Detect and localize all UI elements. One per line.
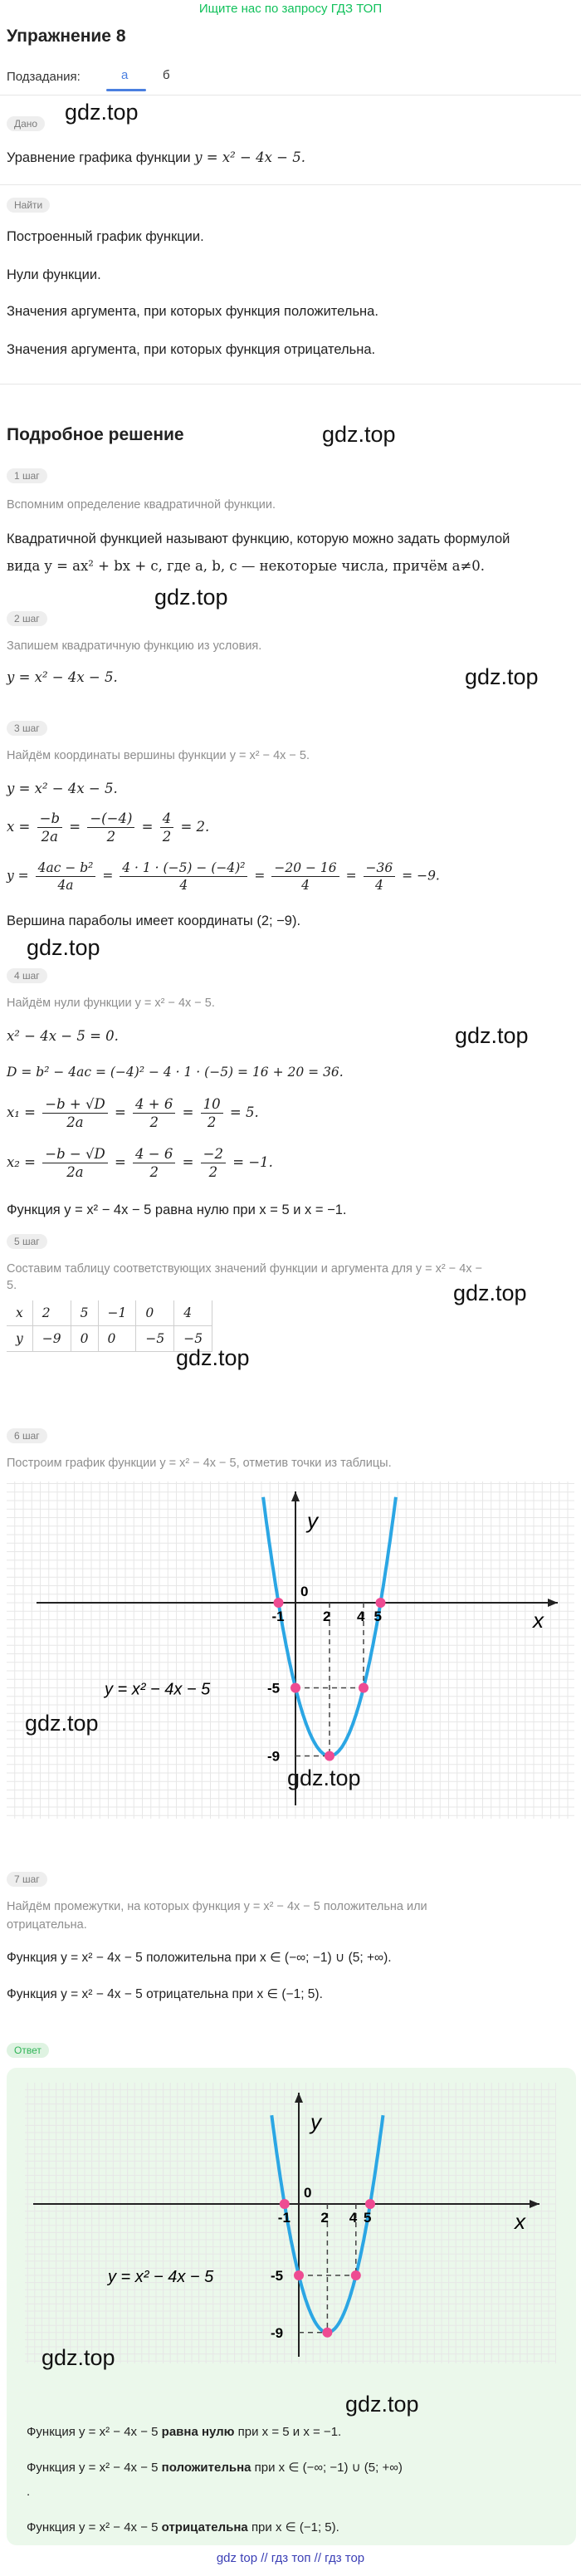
x-tick-label: 4 <box>357 1609 365 1624</box>
answer-parabola-graph <box>25 2083 556 2363</box>
tab-b[interactable]: б <box>163 68 170 82</box>
step-hint: отрицательна. <box>7 1918 87 1932</box>
table-cell: −9 <box>32 1326 71 1352</box>
positive-interval-text: Функция y = x² − 4x − 5 положительна при x ∈ (−∞; −1) ∪ (5; +∞). <box>7 1951 392 1965</box>
footer-links[interactable]: gdz top // гдз топ // гдз тор <box>216 2551 365 2565</box>
graph-point <box>280 2199 290 2209</box>
given-badge: Дано <box>7 116 45 131</box>
watermark: gdz.top <box>345 2392 419 2417</box>
step-hint: Вспомним определение квадратичной функции. <box>7 498 276 512</box>
table-cell: 0 <box>98 1326 136 1352</box>
answer-positive: Функция y = x² − 4x − 5 положительна при x ∈ (−∞; −1) ∪ (5; +∞) <box>27 2461 403 2475</box>
table-cell: 0 <box>71 1326 98 1352</box>
y-tick-label: -9 <box>267 1748 281 1765</box>
watermark: gdz.top <box>176 1345 250 1370</box>
vertex-y-formula: y = $\frac{\text{4ac − b²}}{4a}$ = $\frac{\text{4 · 1 · (−5) − (−4)²}}{4}$ = $\frac{-20 - 16}{4}$ = $\frac{-36}{4}$ = −9. <box>7 860 440 893</box>
watermark: gdz.top <box>27 935 100 960</box>
watermark: gdz.top <box>453 1281 527 1305</box>
answer-badge: Ответ <box>7 2043 49 2058</box>
x-tick-label: 2 <box>323 1609 331 1624</box>
search-hint-link[interactable]: Ищите нас по запросу ГДЗ ТОП <box>198 2 383 16</box>
graph-point <box>294 2270 304 2280</box>
watermark: gdz.top <box>287 1765 361 1790</box>
step-text: вида y = ax² + bx + c, где a, b, c — некоторые числа, причём a≠0. <box>7 558 486 574</box>
y-axis-arrow <box>295 2093 303 2103</box>
table-cell: 0 <box>136 1300 174 1326</box>
find-item: Значения аргумента, при которых функция отрицательна. <box>7 342 376 357</box>
root-x1-formula: x₁ = $\frac{-b + √D}{2a}$ = $\frac{4 + 6}{2}$ = $\frac{10}{2}$ = 5. <box>7 1096 259 1130</box>
find-badge: Найти <box>7 198 50 213</box>
values-table <box>7 1300 212 1352</box>
x-tick-label: 4 <box>349 2210 358 2226</box>
graph-point <box>290 1683 300 1693</box>
step-hint: Запишем квадратичную функцию из условия. <box>7 639 262 653</box>
table-cell: 5 <box>71 1300 98 1326</box>
step-badge: 7 шаг <box>7 1872 47 1887</box>
answer-zeros: Функция y = x² − 4x − 5 равна нулю при x = 5 и x = −1. <box>27 2425 342 2439</box>
graph-point <box>322 2328 332 2338</box>
y-tick-label: -5 <box>271 2268 284 2284</box>
step-formula: y = x² − 4x − 5. <box>7 669 118 685</box>
graph-point <box>376 1598 386 1608</box>
x-axis-label: x <box>533 1608 544 1633</box>
table-cell: −1 <box>98 1300 136 1326</box>
y-axis-arrow <box>291 1491 300 1501</box>
divider <box>0 184 581 185</box>
discriminant-formula: D = b² − 4ac = (−4)² − 4 · 1 · (−5) = 16 + 20 = 36. <box>7 1065 344 1080</box>
y-axis-label: y <box>310 2109 321 2134</box>
y-axis-label: y <box>307 1508 318 1533</box>
x-tick-label: -1 <box>271 1609 285 1624</box>
x-tick-label: 0 <box>304 2185 312 2201</box>
root-x2-formula: x₂ = $\frac{-b - √D}{2a}$ = $\frac{4 - 6}{2}$ = $\frac{-2}{2}$ = −1. <box>7 1146 273 1180</box>
step-hint: Найдём координаты вершины функции y = x² − 4x − 5. <box>7 749 310 762</box>
table-cell: −5 <box>174 1326 212 1352</box>
vertex-text: Вершина параболы имеет координаты (2; −9). <box>7 913 301 928</box>
watermark: gdz.top <box>154 585 228 610</box>
find-item: Построенный график функции. <box>7 229 204 244</box>
step-badge: 1 шаг <box>7 468 47 483</box>
negative-interval-text: Функция y = x² − 4x − 5 отрицательна при x ∈ (−1; 5). <box>7 1987 323 2001</box>
given-text: Уравнение графика функции y = x² − 4x − 5. <box>7 149 305 165</box>
y-tick-label: -5 <box>267 1680 281 1697</box>
table-cell: x <box>7 1300 32 1326</box>
graph-point <box>325 1751 334 1761</box>
x-tick-label: -1 <box>277 2210 290 2226</box>
graph-point <box>365 2199 375 2209</box>
subtasks-label: Подзадания: <box>7 70 81 84</box>
exercise-title: Упражнение 8 <box>7 27 126 46</box>
table-cell: −5 <box>136 1326 174 1352</box>
graph-point <box>274 1598 284 1608</box>
tab-active-indicator <box>106 89 146 91</box>
x-tick-label: 2 <box>320 2210 329 2226</box>
table-row <box>7 1300 212 1326</box>
step-formula: y = x² − 4x − 5. <box>7 781 118 796</box>
graph-point <box>359 1683 369 1693</box>
x-axis-arrow <box>548 1599 558 1607</box>
vertex-x-formula: x = $\frac{-b}{2a}$ = $\frac{-(-4)}{2}$ = $\frac{4}{2}$ = 2. <box>7 811 210 845</box>
graph-point <box>351 2270 361 2280</box>
step-badge: 2 шаг <box>7 611 47 626</box>
find-item: Нули функции. <box>7 267 101 282</box>
watermark: gdz.top <box>25 1711 99 1736</box>
answer-negative: Функция y = x² − 4x − 5 отрицательна при x ∈ (−1; 5). <box>27 2520 339 2534</box>
find-item: Значения аргумента, при которых функция положительна. <box>7 304 378 319</box>
solution-title: Подробное решение <box>7 425 184 444</box>
tab-a[interactable]: а <box>121 68 129 82</box>
watermark: gdz.top <box>42 2345 115 2370</box>
curve-label: y = x² − 4x − 5 <box>105 1680 211 1699</box>
x-tick-label: 0 <box>300 1584 309 1599</box>
answer-dot: . <box>27 2485 31 2499</box>
step-hint: Построим график функции y = x² − 4x − 5, отметив точки из таблицы. <box>7 1457 392 1470</box>
step-badge: 5 шаг <box>7 1234 47 1249</box>
step-badge: 6 шаг <box>7 1428 47 1443</box>
step-hint: Составим таблицу соответствующих значений функции и аргумента для y = x² − 4x − <box>7 1262 483 1276</box>
watermark: gdz.top <box>455 1023 529 1048</box>
step-hint: Найдём промежутки, на которых функция y = x² − 4x − 5 положительна или <box>7 1900 427 1913</box>
zeros-equation: x² − 4x − 5 = 0. <box>7 1028 119 1044</box>
x-axis-label: x <box>515 2209 525 2234</box>
step-text: Квадратичной функцией называют функцию, которую можно задать формулой <box>7 531 510 546</box>
step-badge: 4 шаг <box>7 968 47 983</box>
x-tick-label: 5 <box>374 1609 382 1624</box>
watermark: gdz.top <box>322 422 396 447</box>
step-hint: Найдём нули функции y = x² − 4x − 5. <box>7 997 215 1010</box>
y-tick-label: -9 <box>271 2324 284 2341</box>
table-cell: 4 <box>174 1300 212 1326</box>
table-cell: y <box>7 1326 32 1352</box>
table-cell: 2 <box>32 1300 71 1326</box>
step-hint: 5. <box>7 1279 17 1292</box>
x-tick-label: 5 <box>364 2210 372 2226</box>
watermark: gdz.top <box>65 100 139 125</box>
curve-label: y = x² − 4x − 5 <box>108 2268 214 2286</box>
zeros-text: Функция y = x² − 4x − 5 равна нулю при x = 5 и x = −1. <box>7 1202 347 1217</box>
watermark: gdz.top <box>465 664 539 689</box>
step-badge: 3 шаг <box>7 721 47 736</box>
